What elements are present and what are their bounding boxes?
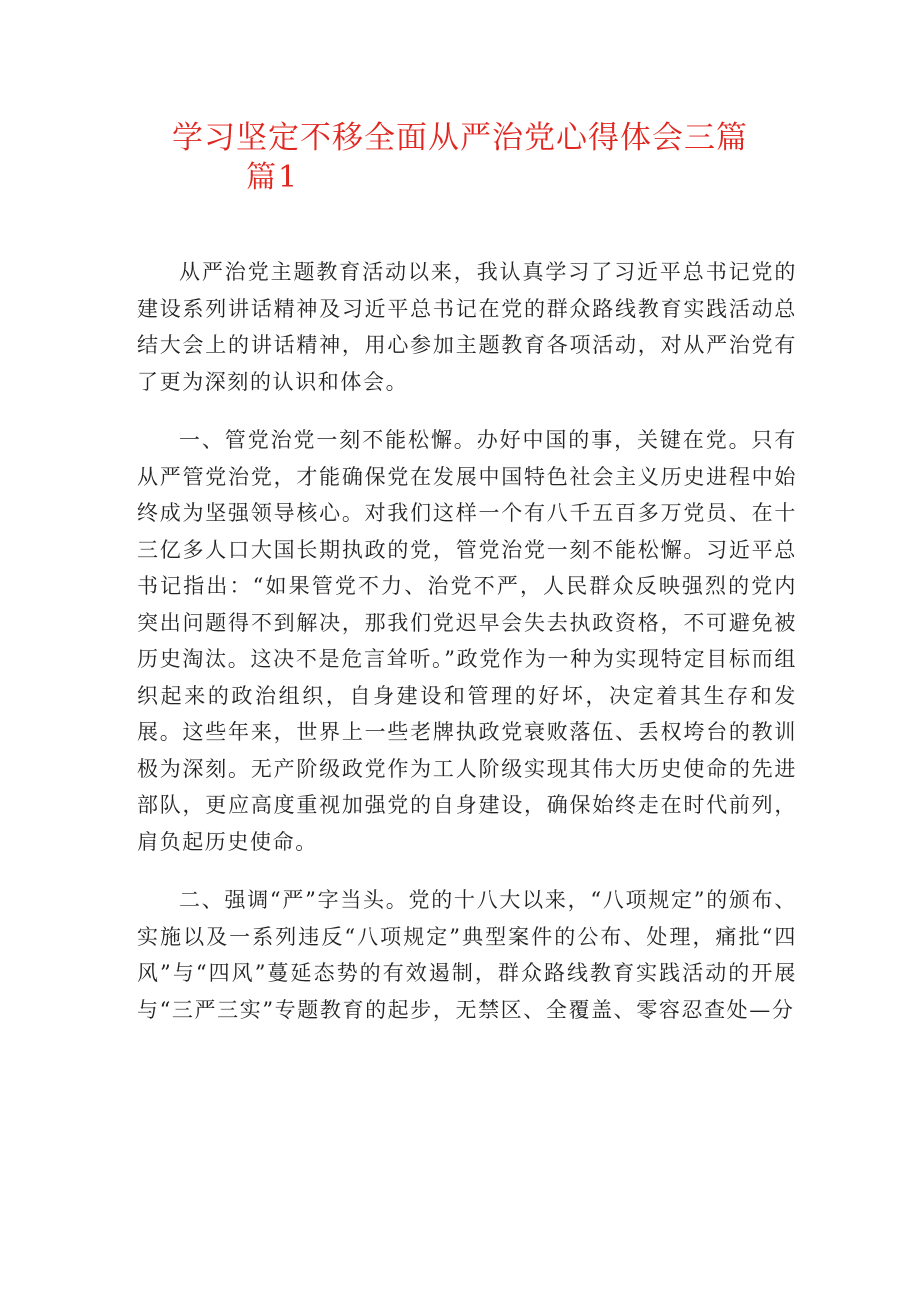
section-heading: 篇1	[246, 160, 300, 195]
document-body	[137, 254, 797, 1050]
paragraph-point-two: 二、强调“严”字当头。党的十八大以来，“八项规定”的颁布、实施以及一系列违反“八项规定”典型案件的公布、处理，痛批“四风”与“四风”蔓延态势的有效遏制，群众路线教育实践活动的开展与“三严三实”专题教育的起步，无禁区、全覆盖、零容忍查处—分	[137, 888, 797, 1022]
paragraph-point-one: 一、管党治党一刻不能松懈。办好中国的事，关键在党。只有从严管党治党，才能确保党在发展中国特色社会主义历史进程中始终成为坚强领导核心。对我们这样一个有八千五百多万党员、在十三亿多人口大国长期执政的党，管党治党一刻不能松懈。习近平总书记指出：“如果管党不力、治党不严，人民群众反映强烈的党内突出问题得不到解决，那我们党迟早会失去执政资格，不可避免被历史淘汰。这决不是危言耸听。”政党作为一种为实现特定目标而组织起来的政治组织，自身建设和管理的好坏，决定着其生存和发展。这些年来，世界上一些老牌执政党衰败落伍、丢权垮台的教训极为深刻。无产阶级政党作为工人阶级实现其伟大历史使命的先进部队，更应高度重视加强党的自身建设，确保始终走在时代前列，肩负起历史使命。	[137, 428, 797, 854]
paragraph-intro: 从严治党主题教育活动以来，我认真学习了习近平总书记党的建设系列讲话精神及习近平总书记在党的群众路线教育实践活动总结大会上的讲话精神，用心参加主题教育各项活动，对从严治党有了更为深刻的认识和体会。	[137, 260, 797, 394]
document-title: 学习坚定不移全面从严治党心得体会三篇	[172, 120, 748, 156]
